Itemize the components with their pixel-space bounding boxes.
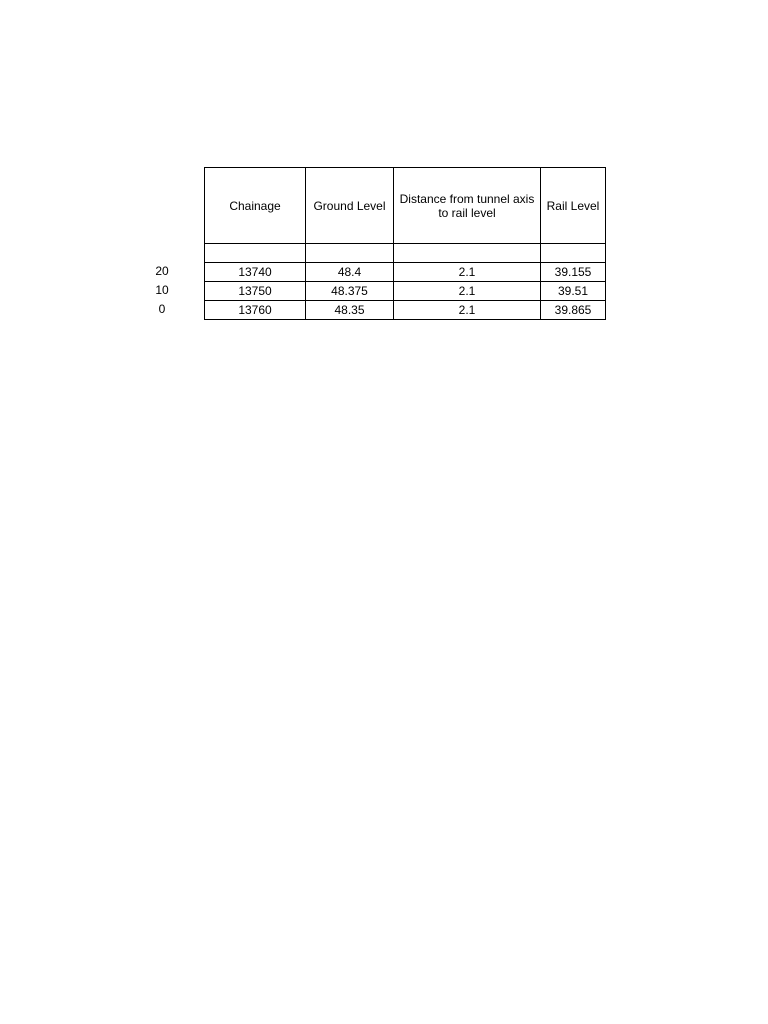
table-cell: 48.375 bbox=[306, 282, 394, 301]
table-row bbox=[205, 301, 606, 320]
table-cell: 2.1 bbox=[394, 301, 541, 320]
table-cell: 48.35 bbox=[306, 301, 394, 320]
row-labels bbox=[140, 262, 184, 319]
table-cell: 48.4 bbox=[306, 263, 394, 282]
table-cell bbox=[205, 244, 306, 263]
row-label: 10 bbox=[155, 283, 169, 297]
table-cell: 13760 bbox=[205, 301, 306, 320]
table-row bbox=[205, 282, 606, 301]
data-table bbox=[204, 167, 606, 320]
table-row bbox=[205, 244, 606, 263]
header-distance: Distance from tunnel axis to rail level bbox=[394, 168, 541, 244]
table-cell: 39.865 bbox=[541, 301, 606, 320]
row-label: 0 bbox=[158, 302, 166, 316]
table-cell: 13750 bbox=[205, 282, 306, 301]
table-cell: 2.1 bbox=[394, 282, 541, 301]
header-rail-level: Rail Level bbox=[541, 168, 606, 244]
table-cell: 13740 bbox=[205, 263, 306, 282]
table-cell: 39.51 bbox=[541, 282, 606, 301]
table-cell bbox=[306, 244, 394, 263]
table-cell bbox=[541, 244, 606, 263]
header-row bbox=[205, 168, 606, 244]
table-cell bbox=[394, 244, 541, 263]
table-cell: 2.1 bbox=[394, 263, 541, 282]
table-row bbox=[205, 263, 606, 282]
header-ground-level: Ground Level bbox=[306, 168, 394, 244]
header-chainage: Chainage bbox=[205, 168, 306, 244]
table-cell: 39.155 bbox=[541, 263, 606, 282]
row-label: 20 bbox=[155, 264, 169, 278]
